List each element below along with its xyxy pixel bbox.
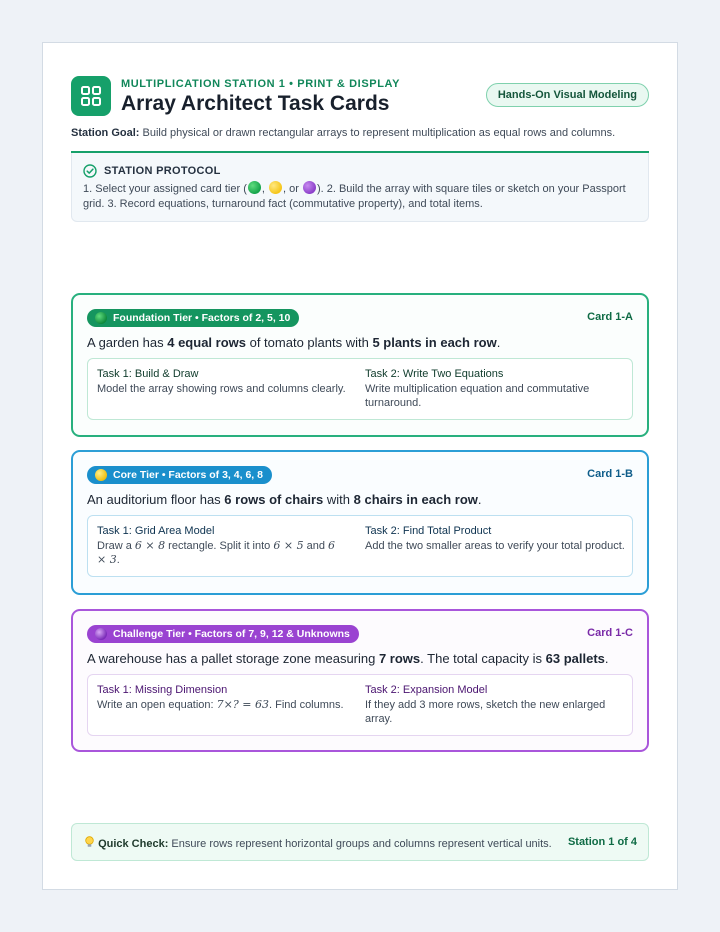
task-title: Task 1: Build & Draw xyxy=(97,368,199,380)
protocol-sep: , xyxy=(261,183,268,195)
task-title: Task 2: Write Two Equations xyxy=(365,368,504,380)
math-expression: × 3 xyxy=(97,553,117,566)
card-prompt xyxy=(87,651,637,666)
card-foundation xyxy=(71,293,649,437)
prompt-text: An auditorium floor has xyxy=(87,492,225,507)
tier-badge-label: Foundation Tier • Factors of 2, 5, 10 xyxy=(113,312,291,324)
task-1 xyxy=(97,524,359,567)
task-text: rectangle. Split it into xyxy=(165,540,274,552)
task-box xyxy=(87,515,633,577)
task-card-sheet xyxy=(42,42,678,890)
card-id: Card 1-B xyxy=(587,468,633,480)
task-1 xyxy=(97,367,359,396)
math-expression: 7×? = 63 xyxy=(216,698,269,711)
lightbulb-icon xyxy=(84,838,98,850)
card-core xyxy=(71,450,649,595)
modeling-pill: Hands-On Visual Modeling xyxy=(486,83,649,107)
task-box xyxy=(87,358,633,420)
station-goal-text: Build physical or drawn rectangular arrays to represent multiplication as equal rows and columns. xyxy=(139,127,616,139)
purple-tier-dot-icon xyxy=(95,628,107,640)
math-expression: 6 × 8 xyxy=(134,539,166,552)
task-description: If they add 3 more rows, sketch the new enlarged array. xyxy=(365,699,606,725)
card-prompt xyxy=(87,335,637,350)
task-2 xyxy=(365,367,627,410)
task-title: Task 2: Expansion Model xyxy=(365,684,488,696)
quick-check-text xyxy=(84,836,552,850)
card-id: Card 1-C xyxy=(587,627,633,639)
station-protocol xyxy=(71,153,649,222)
prompt-text: A warehouse has a pallet storage zone measuring xyxy=(87,651,379,666)
task-title: Task 2: Find Total Product xyxy=(365,525,492,537)
tier-badge-label: Challenge Tier • Factors of 7, 9, 12 & Unknowns xyxy=(113,628,350,640)
task-description xyxy=(97,698,359,712)
yellow-tier-dot-icon xyxy=(269,181,282,194)
prompt-emphasis: 4 equal rows xyxy=(167,335,246,350)
quick-check-label: Quick Check: xyxy=(98,838,169,850)
math-expression: 6 xyxy=(328,539,336,552)
protocol-text xyxy=(83,181,639,212)
task-title: Task 1: Missing Dimension xyxy=(97,684,228,696)
station-goal xyxy=(71,127,649,139)
protocol-heading xyxy=(83,164,221,178)
tier-badge xyxy=(87,625,359,643)
station-kicker: MULTIPLICATION STATION 1 • PRINT & DISPLAY xyxy=(121,78,400,90)
yellow-tier-dot-icon xyxy=(95,469,107,481)
prompt-emphasis: 63 pallets xyxy=(545,651,605,666)
task-text: and xyxy=(303,540,329,552)
header xyxy=(71,76,649,116)
green-tier-dot-icon xyxy=(248,181,261,194)
tier-badge xyxy=(87,309,299,327)
prompt-text: . xyxy=(496,335,501,350)
page-title: Array Architect Task Cards xyxy=(121,92,390,115)
green-tier-dot-icon xyxy=(95,312,107,324)
prompt-text: . The total capacity is xyxy=(420,651,546,666)
task-text: . xyxy=(116,554,120,566)
task-text: Draw a xyxy=(97,540,135,552)
protocol-text-b: ). 2. Build the array with square tiles or sketch on your Passport grid. 3. Record equations, turnaround fact (commutative property), and total items. xyxy=(83,183,626,210)
card-prompt xyxy=(87,492,637,507)
task-1 xyxy=(97,683,359,712)
quick-check xyxy=(71,823,649,861)
card-challenge xyxy=(71,609,649,752)
task-description: Add the two smaller areas to verify your total product. xyxy=(365,540,625,552)
purple-tier-dot-icon xyxy=(303,181,316,194)
task-box xyxy=(87,674,633,736)
math-expression: 6 × 5 xyxy=(273,539,304,552)
protocol-heading-text: STATION PROTOCOL xyxy=(104,165,221,177)
prompt-text: of tomato plants with xyxy=(245,335,373,350)
prompt-emphasis: 6 rows of chairs xyxy=(224,492,324,507)
prompt-text: . xyxy=(604,651,609,666)
task-title: Task 1: Grid Area Model xyxy=(97,525,215,537)
task-2 xyxy=(365,683,627,726)
station-goal-label: Station Goal: xyxy=(71,127,140,139)
prompt-emphasis: 8 chairs in each row xyxy=(353,492,478,507)
prompt-emphasis: 5 plants in each row xyxy=(372,335,497,350)
task-description: Model the array showing rows and columns clearly. xyxy=(97,383,346,395)
quick-check-body: Ensure rows represent horizontal groups and columns represent vertical units. xyxy=(168,838,552,850)
task-text: . Find columns. xyxy=(269,699,344,711)
prompt-text: with xyxy=(323,492,354,507)
check-circle-icon xyxy=(83,164,97,178)
card-id: Card 1-A xyxy=(587,311,633,323)
task-description xyxy=(97,539,359,567)
station-counter: Station 1 of 4 xyxy=(567,836,637,848)
protocol-text-a: 1. Select your assigned card tier ( xyxy=(83,183,247,195)
protocol-sep: , or xyxy=(282,183,302,195)
tier-badge-label: Core Tier • Factors of 3, 4, 6, 8 xyxy=(113,469,263,481)
prompt-emphasis: 7 rows xyxy=(378,651,421,666)
task-description: Write multiplication equation and commutative turnaround. xyxy=(365,383,590,409)
prompt-text: A garden has xyxy=(87,335,168,350)
tier-badge xyxy=(87,466,272,484)
task-2 xyxy=(365,524,627,553)
task-text: Write an open equation: xyxy=(97,699,217,711)
prompt-text: . xyxy=(477,492,482,507)
grid-icon xyxy=(71,76,111,116)
